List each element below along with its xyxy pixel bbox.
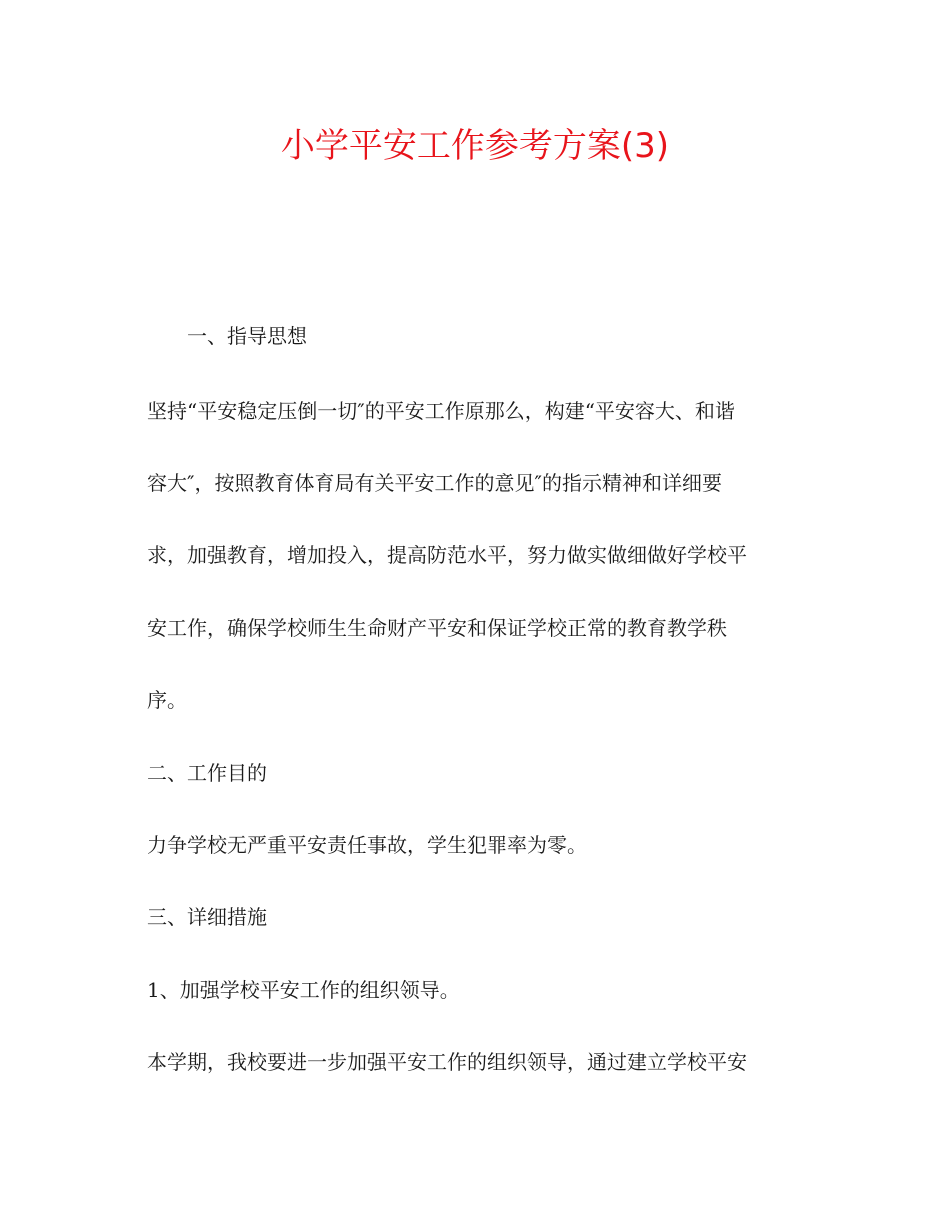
section-heading-work-goal: 二、工作目的 xyxy=(147,761,267,785)
paragraph-line: 容大″，按照教育体育局有关平安工作的意见″的指示精神和详细要 xyxy=(147,471,722,495)
paragraph-line: 求，加强教育，增加投入，提高防范水平，努力做实做细做好学校平 xyxy=(147,543,747,567)
section-heading-measures: 三、详细措施 xyxy=(147,905,267,929)
subsection-heading: 1、加强学校平安工作的组织领导。 xyxy=(147,978,460,1002)
section-heading-guiding-thought: 一、指导思想 xyxy=(187,324,307,348)
paragraph-line: 安工作，确保学校师生生命财产平安和保证学校正常的教育教学秩 xyxy=(147,616,727,640)
document-title: 小学平安工作参考方案(3) xyxy=(280,126,670,166)
paragraph-line: 坚持“平安稳定压倒一切″的平安工作原那么，构建“平安容大、和谐 xyxy=(147,399,735,423)
paragraph-line: 力争学校无严重平安责任事故，学生犯罪率为零。 xyxy=(147,833,587,857)
paragraph-line: 本学期，我校要进一步加强平安工作的组织领导，通过建立学校平安 xyxy=(147,1050,747,1074)
paragraph-line: 序。 xyxy=(147,688,187,712)
